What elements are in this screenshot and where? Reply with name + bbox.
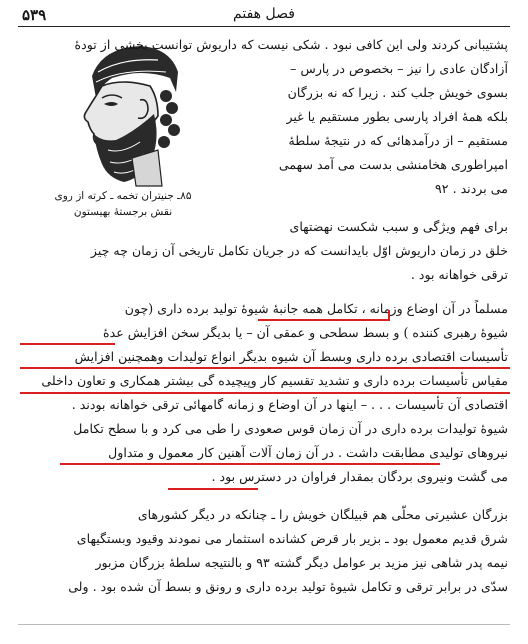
text-line: مسلماً در آن اوضاع وزمانه ، تکامل همه جانبهٔ شیوهٔ تولید برده داری (چون (124, 301, 508, 316)
highlight-bracket (388, 310, 390, 320)
highlight-underline (258, 319, 390, 321)
text-line: بزرگان عشیرتی محلّی هم قبیلگان خویش را ـ چنانکه در دیگر کشورهای (137, 507, 508, 522)
text-line: اقتصادی آن تأسیسات . . . – اینها در آن اوضاع و زمانه گامهائی ترقی خواهانه بودند . (71, 397, 508, 412)
text-line: نیروهای تولیدی مطابقت داشت . در آن زمان آلات آهنین کار معمول و متداول (108, 445, 508, 460)
text-line: شیوهٔ رهبری کننده ) و بسط سطحی و عمقی آن – یا بدیگر سخن افزایش عدهٔ (102, 325, 508, 340)
relief-head-illustration-icon (62, 38, 192, 188)
text-line: ترقی خواهانه بود . (410, 267, 508, 282)
figure-caption-source: نقش برجستهٔ بهیستون (73, 206, 173, 218)
text-line: بلکه همهٔ افراد پارسی بطور مستقیم یا غیر (286, 109, 508, 124)
text-line: آزادگان عادی را نیز – بخصوص در پارس – (290, 61, 508, 76)
highlight-underline (20, 367, 510, 369)
text-line: شرق قدیم معمول بود ـ بزیر بار قرض کشانده استثمار می نمودند وقیود وبستگیهای (76, 531, 508, 546)
text-line: می بردند . ۹۲ (435, 181, 508, 196)
text-line: مقیاس تأسیسات برده داری و تشدید تقسیم کار وپیچیده گی بیشتر همکاری و تعاون داخلی (41, 373, 508, 388)
highlight-underline (60, 463, 440, 465)
highlight-underline (20, 392, 510, 394)
page-header (18, 4, 510, 27)
text-line: برای فهم ویژگی و سبب شکست نهضتهای (289, 219, 508, 234)
highlight-underline (168, 488, 258, 490)
text-line: تأسیسات اقتصادی برده داری وبسط آن شیوه بدیگر انواع تولیدات وهمچنین افزایش (74, 349, 508, 364)
text-line: بسوی خویش جلب کند . زیرا که نه بزرگان (287, 85, 508, 100)
figure-caption: ۸۵ـ جنیتران تخمه ـ کرته از روی (54, 190, 192, 202)
highlight-underline (20, 343, 115, 345)
text-line: مستقیم – از درآمدهائی که در نتیجهٔ سلطهٔ (288, 133, 508, 148)
page-number: ۵۳۹ (22, 6, 47, 24)
text-line: خلق در زمان داریوش اوّل بایدانست که در جریان تکامل تاریخی آن زمان چه چیز (90, 243, 508, 258)
figure (18, 38, 228, 238)
text-line: امپراطوری هخامنشی بدست می آمد سهمی (278, 157, 508, 172)
text-line: می گشت ونیروی بردگان بمقدار فراوان در دسترس بود . (211, 469, 508, 484)
text-line: نیمه پدر شاهی نیز مزید بر عوامل دیگر گشته ۹۳ و بالنتیجه سلطهٔ بزرگان مزبور (95, 555, 508, 570)
text-line: شیوهٔ تولیدات برده داری در آن زمان قوس صعودی را طی می کرد و با سطح تکامل (73, 421, 508, 436)
footer-rule (18, 624, 510, 625)
running-head: فصل هفتم (233, 6, 295, 22)
text-line: پشتیبانی کردند ولی این کافی نبود . شکی نیست که داریوش توانست بخشی از تودهٔ (74, 37, 508, 52)
text-line: سدّی در برابر ترقی و تکامل شیوهٔ تولید برده داری و رونق و بسط آن شده بود . ولی (68, 579, 508, 594)
